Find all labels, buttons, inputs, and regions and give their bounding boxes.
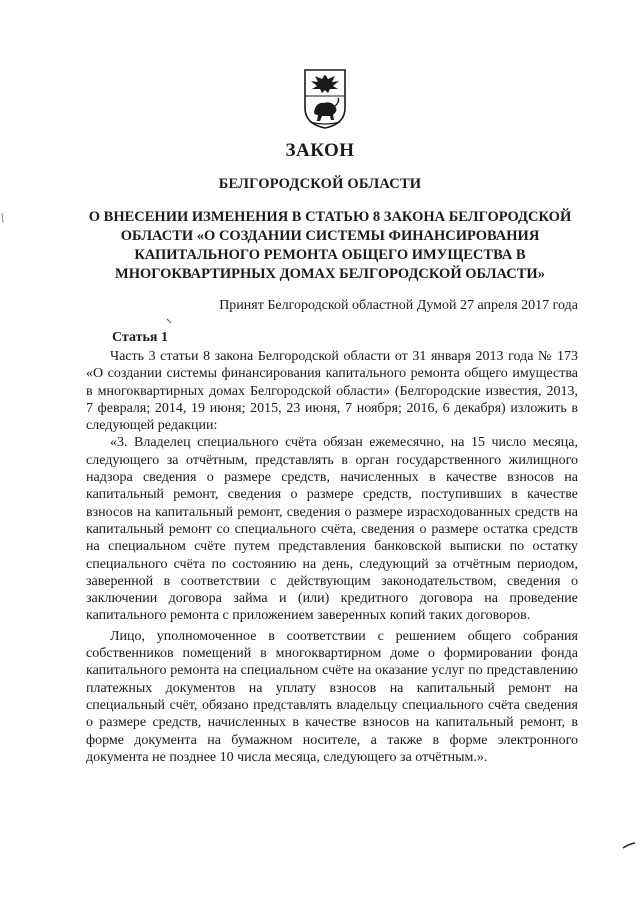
paragraph: «3. Владелец специального счёта обязан ежемесячно, на 15 число месяца, следующего за отчётным, представлять в орган государственного жилищного надзора сведения о размере средств, начисленных в качестве взносов на капитальный ремонт, сведения о размере средств, поступивших в качестве взносов на капитальный ремонт, сведения о размере израсходованных средств на капитальный ремонт со специального счёта, сведения о размере остатка средств на специальном счёте путем представления банковской выписки по остатку специального счёта по состоянию на день, следующий за отчётным периодом, заверенной в соответствии с действующим законодательством, сведения о заключении договора займа и (или) кредитного договора на проведение капитального ремонта с приложением заверенных копий таких договоров.: [86, 435, 578, 624]
scan-mark-icon: [0, 212, 6, 224]
paragraph: Часть 3 статьи 8 закона Белгородской области от 31 января 2013 года № 173 «О создании системы финансирования капитального ремонта общего имущества в многоквартирных домах Белгородской области» (Белгородские известия, 2013, 7 февраля; 2014, 19 июня; 2015, 23 июня, 7 ноября; 2016, 6 декабря) изложить в следующей редакции:: [86, 349, 578, 434]
scan-mark-icon: [166, 318, 172, 324]
law-heading: [60, 208, 600, 284]
law-title: ЗАКОН: [285, 140, 355, 161]
region-subtitle: БЕЛГОРОДСКОЙ ОБЛАСТИ: [218, 176, 422, 192]
article-body: [86, 348, 578, 766]
article-title: Статья 1: [112, 330, 168, 345]
paragraph: Лицо, уполномоченное в соответствии с решением общего собрания собственников помещений в многоквартирном доме о формировании фонда капитального ремонта на специальном счёте на оказание услуг по представлению платежных документов на уплату взносов на капитальный ремонт на специальный счёт, обязано представлять владельцу специального счёта сведения о размере средств, начисленных в качестве взносов на капитальный ремонт, в форме документа на бумажном носителе, а также в форме электронного документа не позднее 10 числа месяца, следующего за отчётным.».: [86, 628, 578, 765]
heading-line: МНОГОКВАРТИРНЫХ ДОМАХ БЕЛГОРОДСКОЙ ОБЛАСТИ»: [115, 266, 545, 282]
heading-line: ОБЛАСТИ «О СОЗДАНИИ СИСТЕМЫ ФИНАНСИРОВАНИЯ: [120, 228, 540, 244]
adoption-note: Принят Белгородской областной Думой 27 апреля 2017 года: [219, 298, 578, 313]
heading-line: О ВНЕСЕНИИ ИЗМЕНЕНИЯ В СТАТЬЮ 8 ЗАКОНА БЕЛГОРОДСКОЙ: [88, 209, 572, 225]
heading-line: КАПИТАЛЬНОГО РЕМОНТА ОБЩЕГО ИМУЩЕСТВА В: [134, 247, 526, 263]
coat-of-arms-icon: [302, 68, 348, 130]
scan-mark-icon: [622, 842, 636, 850]
